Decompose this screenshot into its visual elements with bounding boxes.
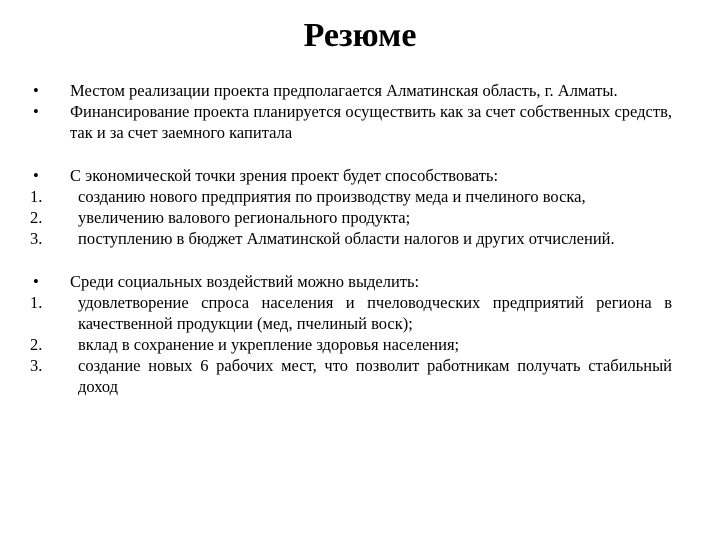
number-marker: 3. [30,229,43,248]
list-item-text: Финансирование проекта планируется осуществить как за счет собственных средств, так и за счет заемного капитала [70,102,672,142]
bullet-marker: • [33,166,39,185]
bullet-marker: • [33,81,39,100]
list-item-text: вклад в сохранение и укрепление здоровья населения; [78,335,460,354]
list-item [0,207,720,228]
list-item [0,165,720,186]
list-item [0,355,720,397]
list-item-text: Среди социальных воздействий можно выделить: [70,272,420,291]
list-item-text: поступлению в бюджет Алматинской области налогов и других отчислений. [78,229,615,248]
section-gap [0,143,720,165]
section-gap [0,249,720,271]
list-item-text: созданию нового предприятия по производству меда и пчелиного воска, [78,187,586,206]
list-item-text: создание новых 6 рабочих мест, что позволит работникам получать стабильный доход [78,356,672,396]
page-title: Резюме [303,17,417,54]
number-marker: 1. [30,293,43,312]
list-item [0,228,720,249]
bullet-marker: • [33,272,39,291]
list-item [0,80,720,101]
bullet-marker: • [33,102,39,121]
list-item [0,271,720,292]
summary-content [0,80,720,397]
number-marker: 2. [30,335,43,354]
list-item [0,186,720,207]
number-marker: 2. [30,208,43,227]
list-item-text: увеличению валового регионального продукта; [78,208,411,227]
list-item [0,334,720,355]
number-marker: 1. [30,187,43,206]
list-item-text: удовлетворение спроса населения и пчеловодческих предприятий региона в качественной продукции (мед, пчелиный воск); [78,293,672,333]
number-marker: 3. [30,356,43,375]
list-item [0,101,720,143]
list-item-text: С экономической точки зрения проект будет способствовать: [70,166,499,185]
list-item-text: Местом реализации проекта предполагается Алматинская область, г. Алматы. [70,81,618,100]
list-item [0,292,720,334]
